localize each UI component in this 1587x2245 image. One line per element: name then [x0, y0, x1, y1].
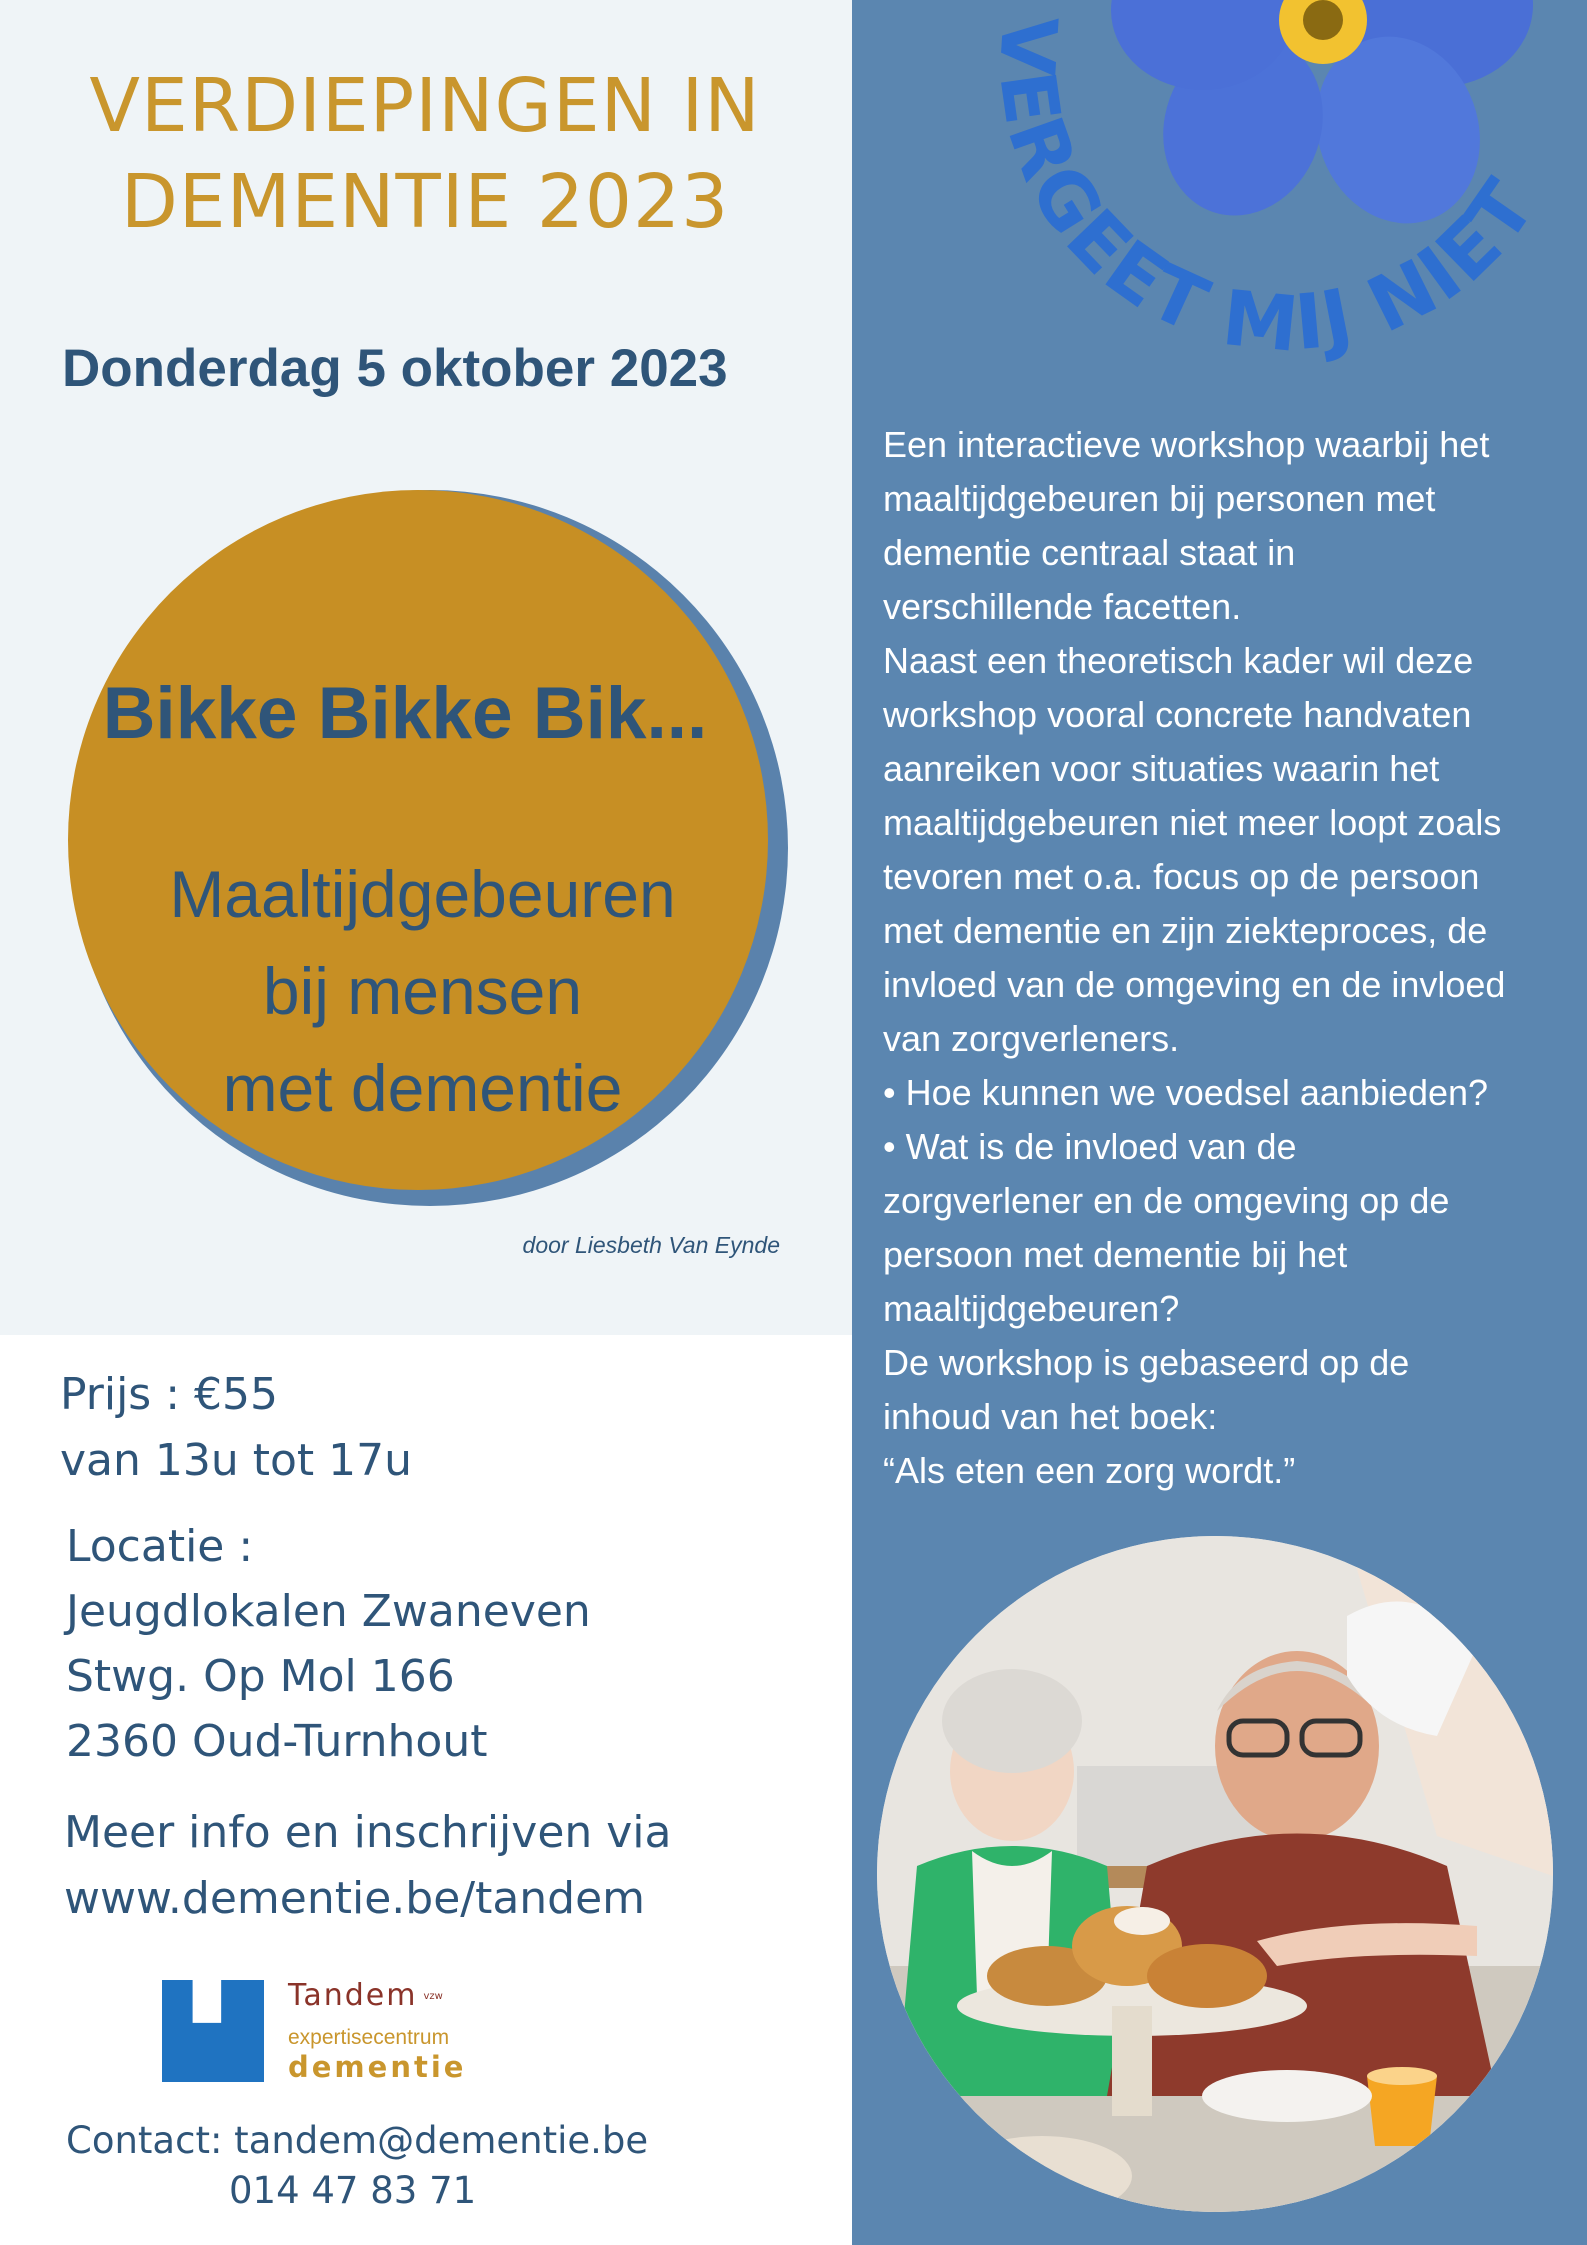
workshop-title: Bikke Bikke Bik... [102, 673, 708, 754]
description-line: maaltijdgebeuren? [883, 1288, 1180, 1329]
description-line: • Wat is de invloed van de [883, 1126, 1297, 1167]
workshop-subtitle [95, 846, 750, 1137]
workshop-subtitle-line: met dementie [222, 1051, 623, 1125]
description-line: dementie centraal staat in [883, 532, 1296, 573]
workshop-description [883, 418, 1563, 1498]
workshop-subtitle-line: Maaltijdgebeuren [169, 857, 676, 931]
description-line: aanreiken voor situaties waarin het [883, 748, 1440, 789]
vergeet-mij-niet-badge [930, 0, 1587, 380]
logo-subtitle: expertisecentrum [288, 2026, 450, 2049]
price-block [60, 1362, 412, 1494]
location-block [66, 1514, 591, 1774]
badge-text: VERGEET MIJ NIET [981, 13, 1553, 370]
registration-link[interactable]: www.dementie.be/tandem [64, 1873, 646, 1924]
description-line: Een interactieve workshop waarbij het [883, 424, 1490, 465]
headline-line-2: DEMENTIE 2023 [120, 159, 730, 245]
logo-name-text: Tandem [288, 1978, 418, 2013]
description-line: De workshop is gebaseerd op de [883, 1342, 1410, 1383]
contact-block [66, 2116, 648, 2216]
contact-phone[interactable]: 014 47 83 71 [229, 2169, 477, 2212]
location-label: Locatie : [66, 1521, 254, 1572]
description-line: inhoud van het boek: [883, 1396, 1218, 1437]
logo-name [288, 1978, 443, 2013]
description-line: maaltijdgebeuren bij personen met [883, 478, 1436, 519]
workshop-subtitle-line: bij mensen [262, 954, 583, 1028]
event-date: Donderdag 5 oktober 2023 [62, 339, 728, 398]
description-line: • Hoe kunnen we voedsel aanbieden? [883, 1072, 1489, 1113]
description-line: Naast een theoretisch kader wil deze [883, 640, 1474, 681]
contact-email[interactable]: Contact: tandem@dementie.be [66, 2119, 649, 2162]
description-line: “Als eten een zorg wordt.” [883, 1450, 1296, 1491]
logo-suffix: vzw [423, 1991, 443, 2002]
more-info-text: Meer info en inschrijven via [64, 1807, 672, 1858]
description-line: workshop vooral concrete handvaten [883, 694, 1472, 735]
description-line: zorgverlener en de omgeving op de [883, 1180, 1450, 1221]
more-info-block [64, 1800, 672, 1932]
photo-illustration [877, 1536, 1553, 2212]
author-credit: door Liesbeth Van Eynde [522, 1232, 780, 1258]
description-line: invloed van de omgeving en de invloed [883, 964, 1506, 1005]
elderly-meal-photo [877, 1536, 1553, 2212]
location-city: 2360 Oud-Turnhout [66, 1716, 488, 1767]
svg-text:VERGEET MIJ NIET [982, 14, 1553, 370]
description-line: van zorgverleners. [883, 1018, 1180, 1059]
description-line: verschillende facetten. [883, 586, 1242, 627]
headline-line-1: VERDIEPINGEN IN [89, 63, 761, 149]
time-range: van 13u tot 17u [60, 1435, 413, 1486]
location-street: Stwg. Op Mol 166 [66, 1651, 455, 1702]
logo-wordmark: dementie [288, 2050, 467, 2084]
location-venue: Jeugdlokalen Zwaneven [66, 1586, 591, 1637]
description-line: persoon met dementie bij het [883, 1234, 1348, 1275]
headline [20, 58, 830, 250]
description-line: met dementie en zijn ziekteproces, de [883, 910, 1488, 951]
description-line: maaltijdgebeuren niet meer loopt zoals [883, 802, 1502, 843]
tandem-logo-icon [162, 1980, 264, 2082]
price: Prijs : €55 [60, 1369, 279, 1420]
description-line: tevoren met o.a. focus op de persoon [883, 856, 1480, 897]
